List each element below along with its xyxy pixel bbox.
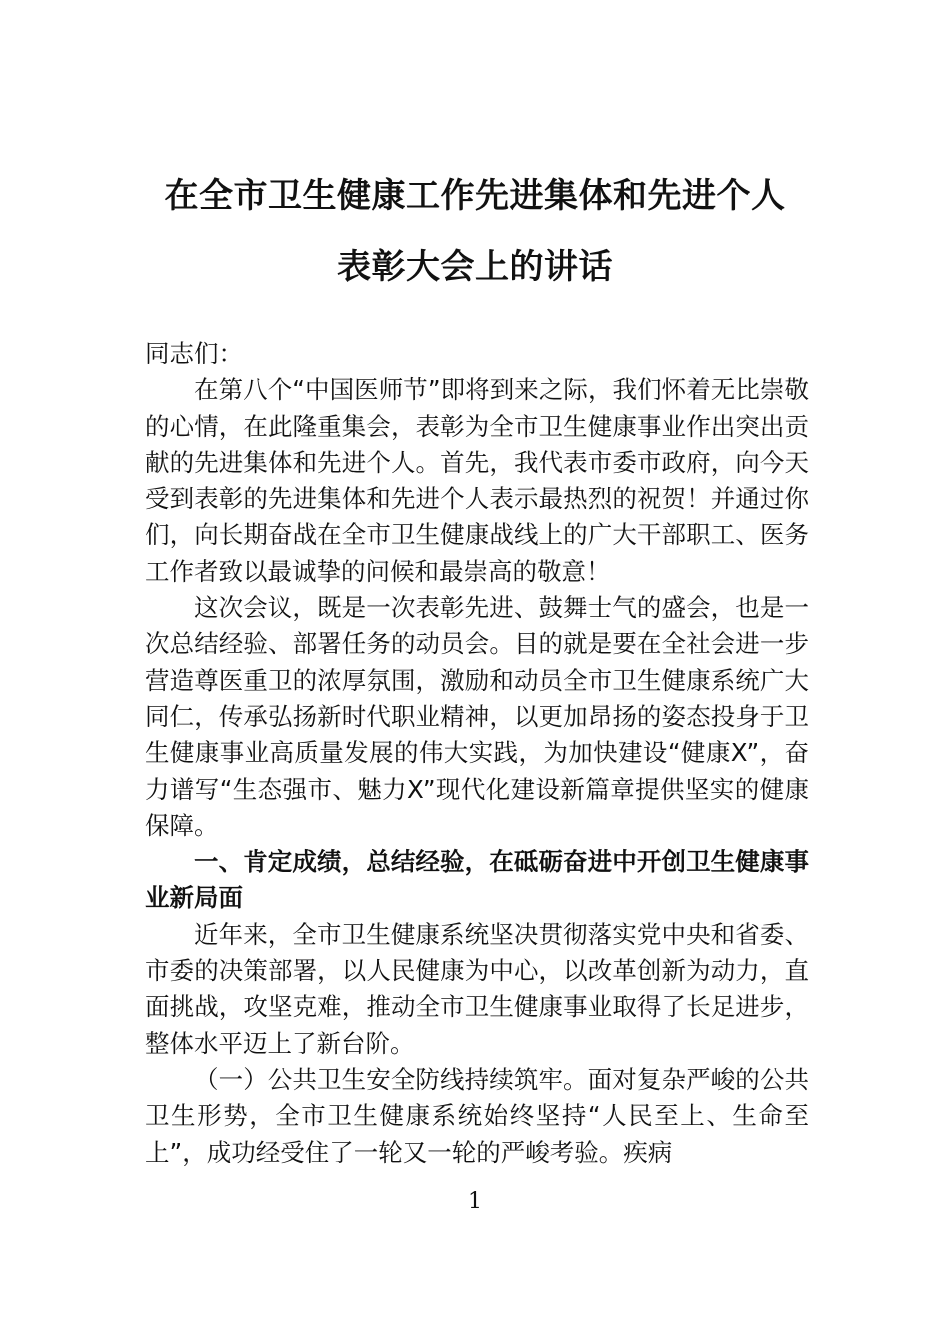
page-number: 1 xyxy=(468,1189,482,1214)
document-title-line-2: 表彰大会上的讲话 xyxy=(337,247,613,287)
section-heading: 一、肯定成绩，总结经验，在砥砺奋进中开创卫生健康事业新局面 xyxy=(145,847,809,913)
salutation: 同志们： xyxy=(145,339,243,368)
paragraph: 近年来，全市卫生健康系统坚决贯彻落实党中央和省委、市委的决策部署，以人民健康为中心，以改革创新为动力，直面挑战，攻坚克难，推动全市卫生健康事业取得了长足进步，整体水平迈上了新台阶。 xyxy=(145,919,809,1058)
document-body xyxy=(145,336,809,1171)
paragraph: 在第八个“中国医师节”即将到来之际，我们怀着无比崇敬的心情，在此隆重集会，表彰为全市卫生健康事业作出突出贡献的先进集体和先进个人。首先，我代表市委市政府，向今天受到表彰的先进集体和先进个人表示最热烈的祝贺！并通过你们，向长期奋战在全市卫生健康战线上的广大干部职工、医务工作者致以最诚挚的问候和最崇高的敬意！ xyxy=(145,375,809,586)
document-title-line-1: 在全市卫生健康工作先进集体和先进个人 xyxy=(164,176,786,216)
paragraph: 这次会议，既是一次表彰先进、鼓舞士气的盛会，也是一次总结经验、部署任务的动员会。目的就是要在全社会进一步营造尊医重卫的浓厚氛围，激励和动员全市卫生健康系统广大同仁，传承弘扬新时代职业精神，以更加昂扬的姿态投身于卫生健康事业高质量发展的伟大实践，为加快建设“健康X”，奋力谱写“生态强市、魅力X”现代化建设新篇章提供坚实的健康保障。 xyxy=(145,593,809,840)
paragraph: （一）公共卫生安全防线持续筑牢。面对复杂严峻的公共卫生形势，全市卫生健康系统始终坚持“人民至上、生命至上”，成功经受住了一轮又一轮的严峻考验。疾病 xyxy=(145,1064,809,1167)
